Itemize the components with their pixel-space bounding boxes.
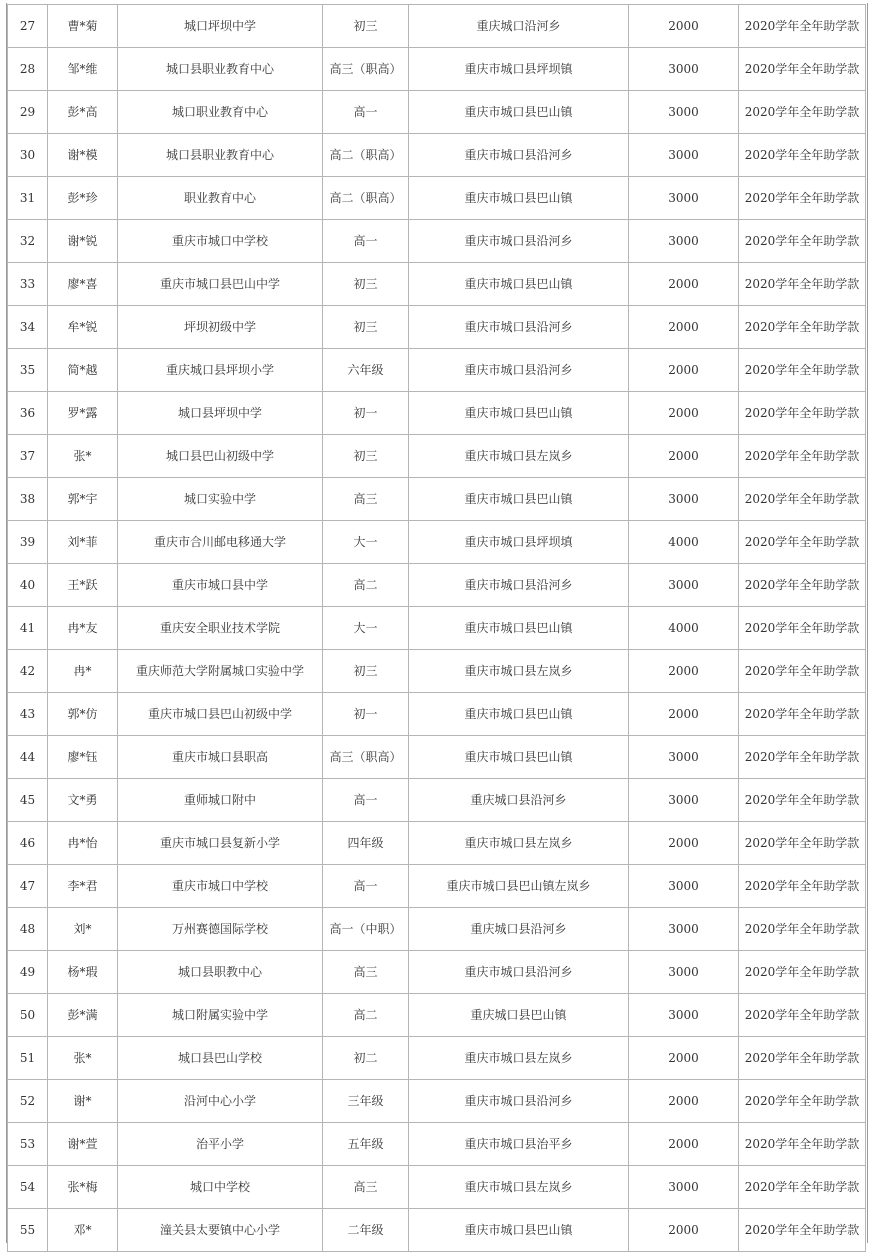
address-cell: 重庆城口县巴山镇 [409,994,629,1037]
grade-cell: 初三 [323,650,409,693]
table-row [8,951,866,994]
school-cell: 沿河中心小学 [118,1080,323,1123]
amount-cell: 3000 [629,994,739,1037]
student-name-cell: 张* [48,435,118,478]
grade-cell: 初三 [323,306,409,349]
table-body [8,5,866,1252]
row-number-cell: 49 [8,951,48,994]
school-cell: 重庆市城口中学校 [118,865,323,908]
address-cell: 重庆市城口县坪坝填 [409,521,629,564]
table-row [8,1037,866,1080]
amount-cell: 3000 [629,908,739,951]
amount-cell: 2000 [629,306,739,349]
address-cell: 重庆市城口县沿河乡 [409,306,629,349]
school-cell: 治平小学 [118,1123,323,1166]
school-cell: 重庆市城口县巴山中学 [118,263,323,306]
student-name-cell: 邓* [48,1209,118,1252]
grant-type-cell: 2020学年全年助学款 [739,48,866,91]
grant-type-cell: 2020学年全年助学款 [739,736,866,779]
amount-cell: 3000 [629,1166,739,1209]
grade-cell: 初三 [323,263,409,306]
student-name-cell: 廖*钰 [48,736,118,779]
address-cell: 重庆市城口县巴山镇 [409,607,629,650]
school-cell: 重庆市城口县巴山初级中学 [118,693,323,736]
grant-type-cell: 2020学年全年助学款 [739,435,866,478]
row-number-cell: 37 [8,435,48,478]
row-number-cell: 53 [8,1123,48,1166]
address-cell: 重庆市城口县坪坝镇 [409,48,629,91]
grade-cell: 三年级 [323,1080,409,1123]
table-row [8,1166,866,1209]
table-row [8,435,866,478]
grant-type-cell: 2020学年全年助学款 [739,1123,866,1166]
school-cell: 城口县巴山初级中学 [118,435,323,478]
amount-cell: 2000 [629,349,739,392]
school-cell: 城口县坪坝中学 [118,392,323,435]
student-name-cell: 谢*锐 [48,220,118,263]
grant-type-cell: 2020学年全年助学款 [739,779,866,822]
grant-recipient-table [7,4,866,1252]
address-cell: 重庆城口县沿河乡 [409,908,629,951]
row-number-cell: 31 [8,177,48,220]
grade-cell: 高三 [323,478,409,521]
amount-cell: 2000 [629,693,739,736]
student-name-cell: 冉* [48,650,118,693]
address-cell: 重庆市城口县左岚乡 [409,822,629,865]
amount-cell: 3000 [629,48,739,91]
grant-type-cell: 2020学年全年助学款 [739,564,866,607]
row-number-cell: 50 [8,994,48,1037]
student-name-cell: 邹*维 [48,48,118,91]
address-cell: 重庆市城口县沿河乡 [409,349,629,392]
school-cell: 潼关县太要镇中心小学 [118,1209,323,1252]
address-cell: 重庆市城口县巴山镇 [409,177,629,220]
address-cell: 重庆市城口县沿河乡 [409,220,629,263]
grade-cell: 高二（职高） [323,177,409,220]
grade-cell: 五年级 [323,1123,409,1166]
grade-cell: 高一 [323,220,409,263]
row-number-cell: 35 [8,349,48,392]
amount-cell: 3000 [629,478,739,521]
amount-cell: 2000 [629,263,739,306]
table-row [8,5,866,48]
row-number-cell: 38 [8,478,48,521]
grant-type-cell: 2020学年全年助学款 [739,994,866,1037]
amount-cell: 3000 [629,951,739,994]
grant-type-cell: 2020学年全年助学款 [739,478,866,521]
table-row [8,736,866,779]
amount-cell: 2000 [629,822,739,865]
row-number-cell: 46 [8,822,48,865]
address-cell: 重庆城口县沿河乡 [409,779,629,822]
school-cell: 城口县职业教育中心 [118,134,323,177]
grade-cell: 高一 [323,779,409,822]
table-row [8,349,866,392]
grade-cell: 高二（职高） [323,134,409,177]
row-number-cell: 28 [8,48,48,91]
row-number-cell: 34 [8,306,48,349]
school-cell: 重庆安全职业技术学院 [118,607,323,650]
student-name-cell: 杨*瑕 [48,951,118,994]
amount-cell: 4000 [629,607,739,650]
amount-cell: 3000 [629,564,739,607]
table-row [8,779,866,822]
student-name-cell: 刘*菲 [48,521,118,564]
student-name-cell: 廖*喜 [48,263,118,306]
grade-cell: 高一 [323,865,409,908]
amount-cell: 4000 [629,521,739,564]
row-number-cell: 33 [8,263,48,306]
grade-cell: 高一（中职） [323,908,409,951]
amount-cell: 3000 [629,865,739,908]
grant-type-cell: 2020学年全年助学款 [739,693,866,736]
amount-cell: 2000 [629,435,739,478]
row-number-cell: 42 [8,650,48,693]
amount-cell: 3000 [629,177,739,220]
school-cell: 重庆市城口县职高 [118,736,323,779]
address-cell: 重庆市城口县左岚乡 [409,435,629,478]
row-number-cell: 30 [8,134,48,177]
student-name-cell: 郭*仿 [48,693,118,736]
address-cell: 重庆市城口县沿河乡 [409,1080,629,1123]
table-row [8,994,866,1037]
table-row [8,392,866,435]
grant-type-cell: 2020学年全年助学款 [739,349,866,392]
amount-cell: 3000 [629,736,739,779]
school-cell: 城口县职业教育中心 [118,48,323,91]
table-row [8,263,866,306]
grant-type-cell: 2020学年全年助学款 [739,951,866,994]
grant-type-cell: 2020学年全年助学款 [739,91,866,134]
address-cell: 重庆市城口县左岚乡 [409,1166,629,1209]
grant-type-cell: 2020学年全年助学款 [739,5,866,48]
grade-cell: 高二 [323,994,409,1037]
address-cell: 重庆市城口县巴山镇 [409,478,629,521]
school-cell: 城口县职教中心 [118,951,323,994]
school-cell: 重庆市城口中学校 [118,220,323,263]
grant-type-cell: 2020学年全年助学款 [739,1209,866,1252]
grade-cell: 二年级 [323,1209,409,1252]
amount-cell: 3000 [629,91,739,134]
row-number-cell: 40 [8,564,48,607]
table-row [8,1209,866,1252]
amount-cell: 2000 [629,1080,739,1123]
row-number-cell: 55 [8,1209,48,1252]
row-number-cell: 48 [8,908,48,951]
row-number-cell: 51 [8,1037,48,1080]
amount-cell: 2000 [629,1123,739,1166]
student-name-cell: 郭*宇 [48,478,118,521]
school-cell: 城口实验中学 [118,478,323,521]
row-number-cell: 27 [8,5,48,48]
grant-type-cell: 2020学年全年助学款 [739,177,866,220]
school-cell: 万州赛德国际学校 [118,908,323,951]
table-row [8,521,866,564]
address-cell: 重庆市城口县治平乡 [409,1123,629,1166]
table-row [8,177,866,220]
school-cell: 坪坝初级中学 [118,306,323,349]
address-cell: 重庆市城口县巴山镇左岚乡 [409,865,629,908]
student-name-cell: 谢* [48,1080,118,1123]
address-cell: 重庆市城口县巴山镇 [409,1209,629,1252]
grant-type-cell: 2020学年全年助学款 [739,1037,866,1080]
grade-cell: 初三 [323,5,409,48]
grade-cell: 初三 [323,435,409,478]
table-row [8,908,866,951]
table-row [8,306,866,349]
student-name-cell: 张* [48,1037,118,1080]
grant-type-cell: 2020学年全年助学款 [739,392,866,435]
row-number-cell: 44 [8,736,48,779]
table-row [8,693,866,736]
row-number-cell: 36 [8,392,48,435]
grant-type-cell: 2020学年全年助学款 [739,908,866,951]
address-cell: 重庆市城口县巴山镇 [409,693,629,736]
grant-type-cell: 2020学年全年助学款 [739,1080,866,1123]
student-name-cell: 李*君 [48,865,118,908]
row-number-cell: 52 [8,1080,48,1123]
grade-cell: 高三（职高） [323,48,409,91]
address-cell: 重庆市城口县巴山镇 [409,392,629,435]
student-name-cell: 文*勇 [48,779,118,822]
grade-cell: 初一 [323,392,409,435]
grant-type-cell: 2020学年全年助学款 [739,134,866,177]
row-number-cell: 32 [8,220,48,263]
student-name-cell: 罗*露 [48,392,118,435]
school-cell: 重庆师范大学附属城口实验中学 [118,650,323,693]
grant-type-cell: 2020学年全年助学款 [739,650,866,693]
table-row [8,91,866,134]
grant-type-cell: 2020学年全年助学款 [739,521,866,564]
row-number-cell: 43 [8,693,48,736]
school-cell: 重庆城口县坪坝小学 [118,349,323,392]
table-row [8,1123,866,1166]
grant-type-cell: 2020学年全年助学款 [739,1166,866,1209]
amount-cell: 2000 [629,392,739,435]
amount-cell: 2000 [629,1209,739,1252]
student-name-cell: 王*跃 [48,564,118,607]
amount-cell: 3000 [629,220,739,263]
grade-cell: 初二 [323,1037,409,1080]
row-number-cell: 54 [8,1166,48,1209]
school-cell: 城口中学校 [118,1166,323,1209]
row-number-cell: 39 [8,521,48,564]
table-row [8,1080,866,1123]
student-name-cell: 张*梅 [48,1166,118,1209]
address-cell: 重庆市城口县沿河乡 [409,564,629,607]
row-number-cell: 47 [8,865,48,908]
table-row [8,564,866,607]
table-row [8,822,866,865]
grade-cell: 大一 [323,607,409,650]
address-cell: 重庆市城口县左岚乡 [409,1037,629,1080]
amount-cell: 2000 [629,5,739,48]
grant-type-cell: 2020学年全年助学款 [739,306,866,349]
amount-cell: 3000 [629,134,739,177]
student-name-cell: 曹*菊 [48,5,118,48]
table-row [8,607,866,650]
grade-cell: 六年级 [323,349,409,392]
student-name-cell: 刘* [48,908,118,951]
school-cell: 城口职业教育中心 [118,91,323,134]
address-cell: 重庆市城口县左岚乡 [409,650,629,693]
student-name-cell: 简*越 [48,349,118,392]
student-name-cell: 彭*珍 [48,177,118,220]
table-row [8,134,866,177]
row-number-cell: 41 [8,607,48,650]
row-number-cell: 45 [8,779,48,822]
grant-type-cell: 2020学年全年助学款 [739,263,866,306]
grade-cell: 四年级 [323,822,409,865]
school-cell: 重庆市城口县复新小学 [118,822,323,865]
school-cell: 重庆市城口县中学 [118,564,323,607]
table-row [8,865,866,908]
amount-cell: 3000 [629,779,739,822]
address-cell: 重庆市城口县巴山镇 [409,736,629,779]
student-name-cell: 谢*萱 [48,1123,118,1166]
grant-type-cell: 2020学年全年助学款 [739,865,866,908]
grade-cell: 大一 [323,521,409,564]
grade-cell: 初一 [323,693,409,736]
school-cell: 城口附属实验中学 [118,994,323,1037]
student-name-cell: 冉*怡 [48,822,118,865]
school-cell: 城口坪坝中学 [118,5,323,48]
student-name-cell: 冉*友 [48,607,118,650]
grant-type-cell: 2020学年全年助学款 [739,220,866,263]
address-cell: 重庆市城口县沿河乡 [409,134,629,177]
amount-cell: 2000 [629,650,739,693]
student-name-cell: 彭*满 [48,994,118,1037]
school-cell: 城口县巴山学校 [118,1037,323,1080]
grade-cell: 高一 [323,91,409,134]
row-number-cell: 29 [8,91,48,134]
table-row [8,48,866,91]
address-cell: 重庆城口沿河乡 [409,5,629,48]
address-cell: 重庆市城口县巴山镇 [409,91,629,134]
student-name-cell: 谢*模 [48,134,118,177]
table-row [8,650,866,693]
student-name-cell: 牟*锐 [48,306,118,349]
grade-cell: 高三 [323,951,409,994]
grade-cell: 高三 [323,1166,409,1209]
school-cell: 重庆市合川邮电移通大学 [118,521,323,564]
grant-type-cell: 2020学年全年助学款 [739,607,866,650]
school-cell: 重师城口附中 [118,779,323,822]
school-cell: 职业教育中心 [118,177,323,220]
grade-cell: 高三（职高） [323,736,409,779]
table-row [8,220,866,263]
grant-type-cell: 2020学年全年助学款 [739,822,866,865]
grade-cell: 高二 [323,564,409,607]
table-row [8,478,866,521]
address-cell: 重庆市城口县巴山镇 [409,263,629,306]
address-cell: 重庆市城口县沿河乡 [409,951,629,994]
student-name-cell: 彭*高 [48,91,118,134]
amount-cell: 2000 [629,1037,739,1080]
